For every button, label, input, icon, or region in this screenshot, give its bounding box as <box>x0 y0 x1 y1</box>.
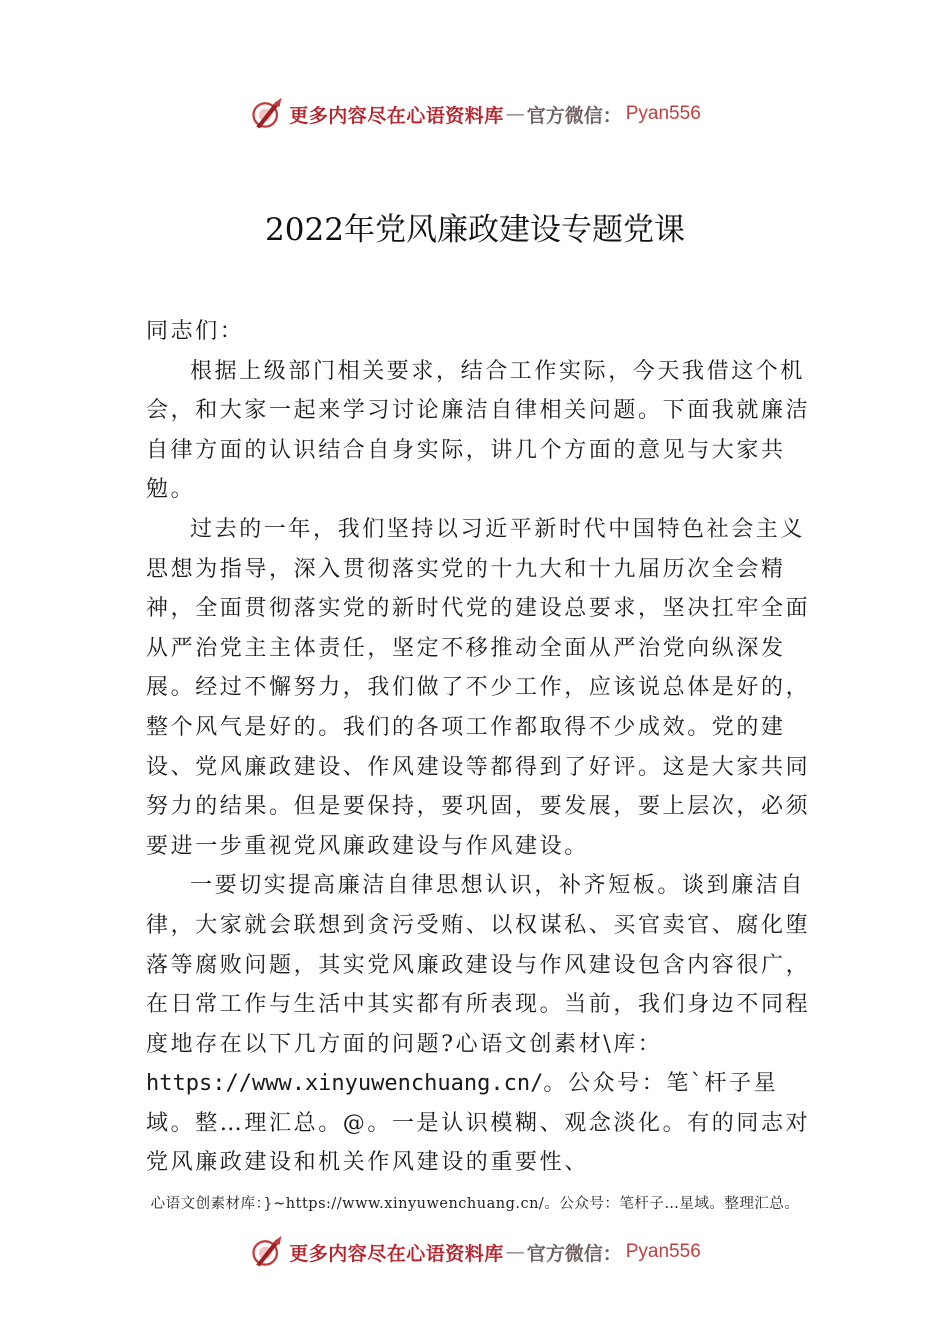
quill-logo-icon <box>249 96 285 132</box>
document-title: 2022年党风廉政建设专题党课 <box>265 212 685 248</box>
banner-wechat-label: 官方微信： <box>526 104 622 127</box>
header-banner <box>0 94 950 134</box>
paragraph-3 <box>146 866 816 1183</box>
inline-url-link[interactable]: https://www.xinyuwenchuang.cn/ <box>146 1071 544 1097</box>
banner-slogan: 更多内容尽在心语资料库 <box>289 1242 504 1265</box>
banner-separator: — <box>505 1241 525 1263</box>
banner-wechat-id: Pyan556 <box>625 103 701 124</box>
footer-banner <box>0 1232 950 1272</box>
greeting: 同志们： <box>146 319 245 344</box>
banner-wechat-id: Pyan556 <box>625 1241 701 1262</box>
paragraph-2: 过去的一年，我们坚持以习近平新时代中国特色社会主义思想为指导，深入贯彻落实党的十九大和十九届历次全会精神，全面贯彻落实党的新时代党的建设总要求，坚决扛牢全面从严治党主主体责任，坚定不移推动全面从严治党向纵深发展。经过不懈努力，我们做了不少工作，应该说总体是好的，整个风气是好的。我们的各项工作都取得不少成效。党的建设、党风廉政建设、作风建设等都得到了好评。这是大家共同努力的结果。但是要保持，要巩固，要发展，要上层次，必须要进一步重视党风廉政建设与作风建设。 <box>146 516 811 859</box>
paragraph-3-text-b: 。公众号：笔`杆子星域。整…理汇总。@。一是认识模糊、观念淡化。有的同志对党风廉政建设和机关作风建设的重要性、 <box>146 1071 811 1176</box>
paragraph-1: 根据上级部门相关要求，结合工作实际，今天我借这个机会，和大家一起来学习讨论廉洁自律相关问题。下面我就廉洁自律方面的认识结合自身实际，讲几个方面的意见与大家共勉。 <box>146 358 811 503</box>
quill-logo-icon <box>249 1234 285 1270</box>
banner-separator: — <box>505 103 525 125</box>
footer-source-note: 心语文创素材库：}~https://www.xinyuwenchuang.cn/。公众号：笔杆子…星域。整理汇总。 <box>150 1196 800 1212</box>
document-body <box>146 312 816 1183</box>
paragraph-3-text-a: 一要切实提高廉洁自律思想认识，补齐短板。谈到廉洁自律，大家就会联想到贪污受贿、以权谋私、买官卖官、腐化堕落等腐败问题，其实党风廉政建设与作风建设包含内容很广，在日常工作与生活中其实都有所表现。当前，我们身边不同程度地存在以下几方面的问题?心语文创素材\库： <box>146 873 811 1057</box>
banner-slogan: 更多内容尽在心语资料库 <box>289 104 504 127</box>
banner-wechat-label: 官方微信： <box>526 1242 622 1265</box>
